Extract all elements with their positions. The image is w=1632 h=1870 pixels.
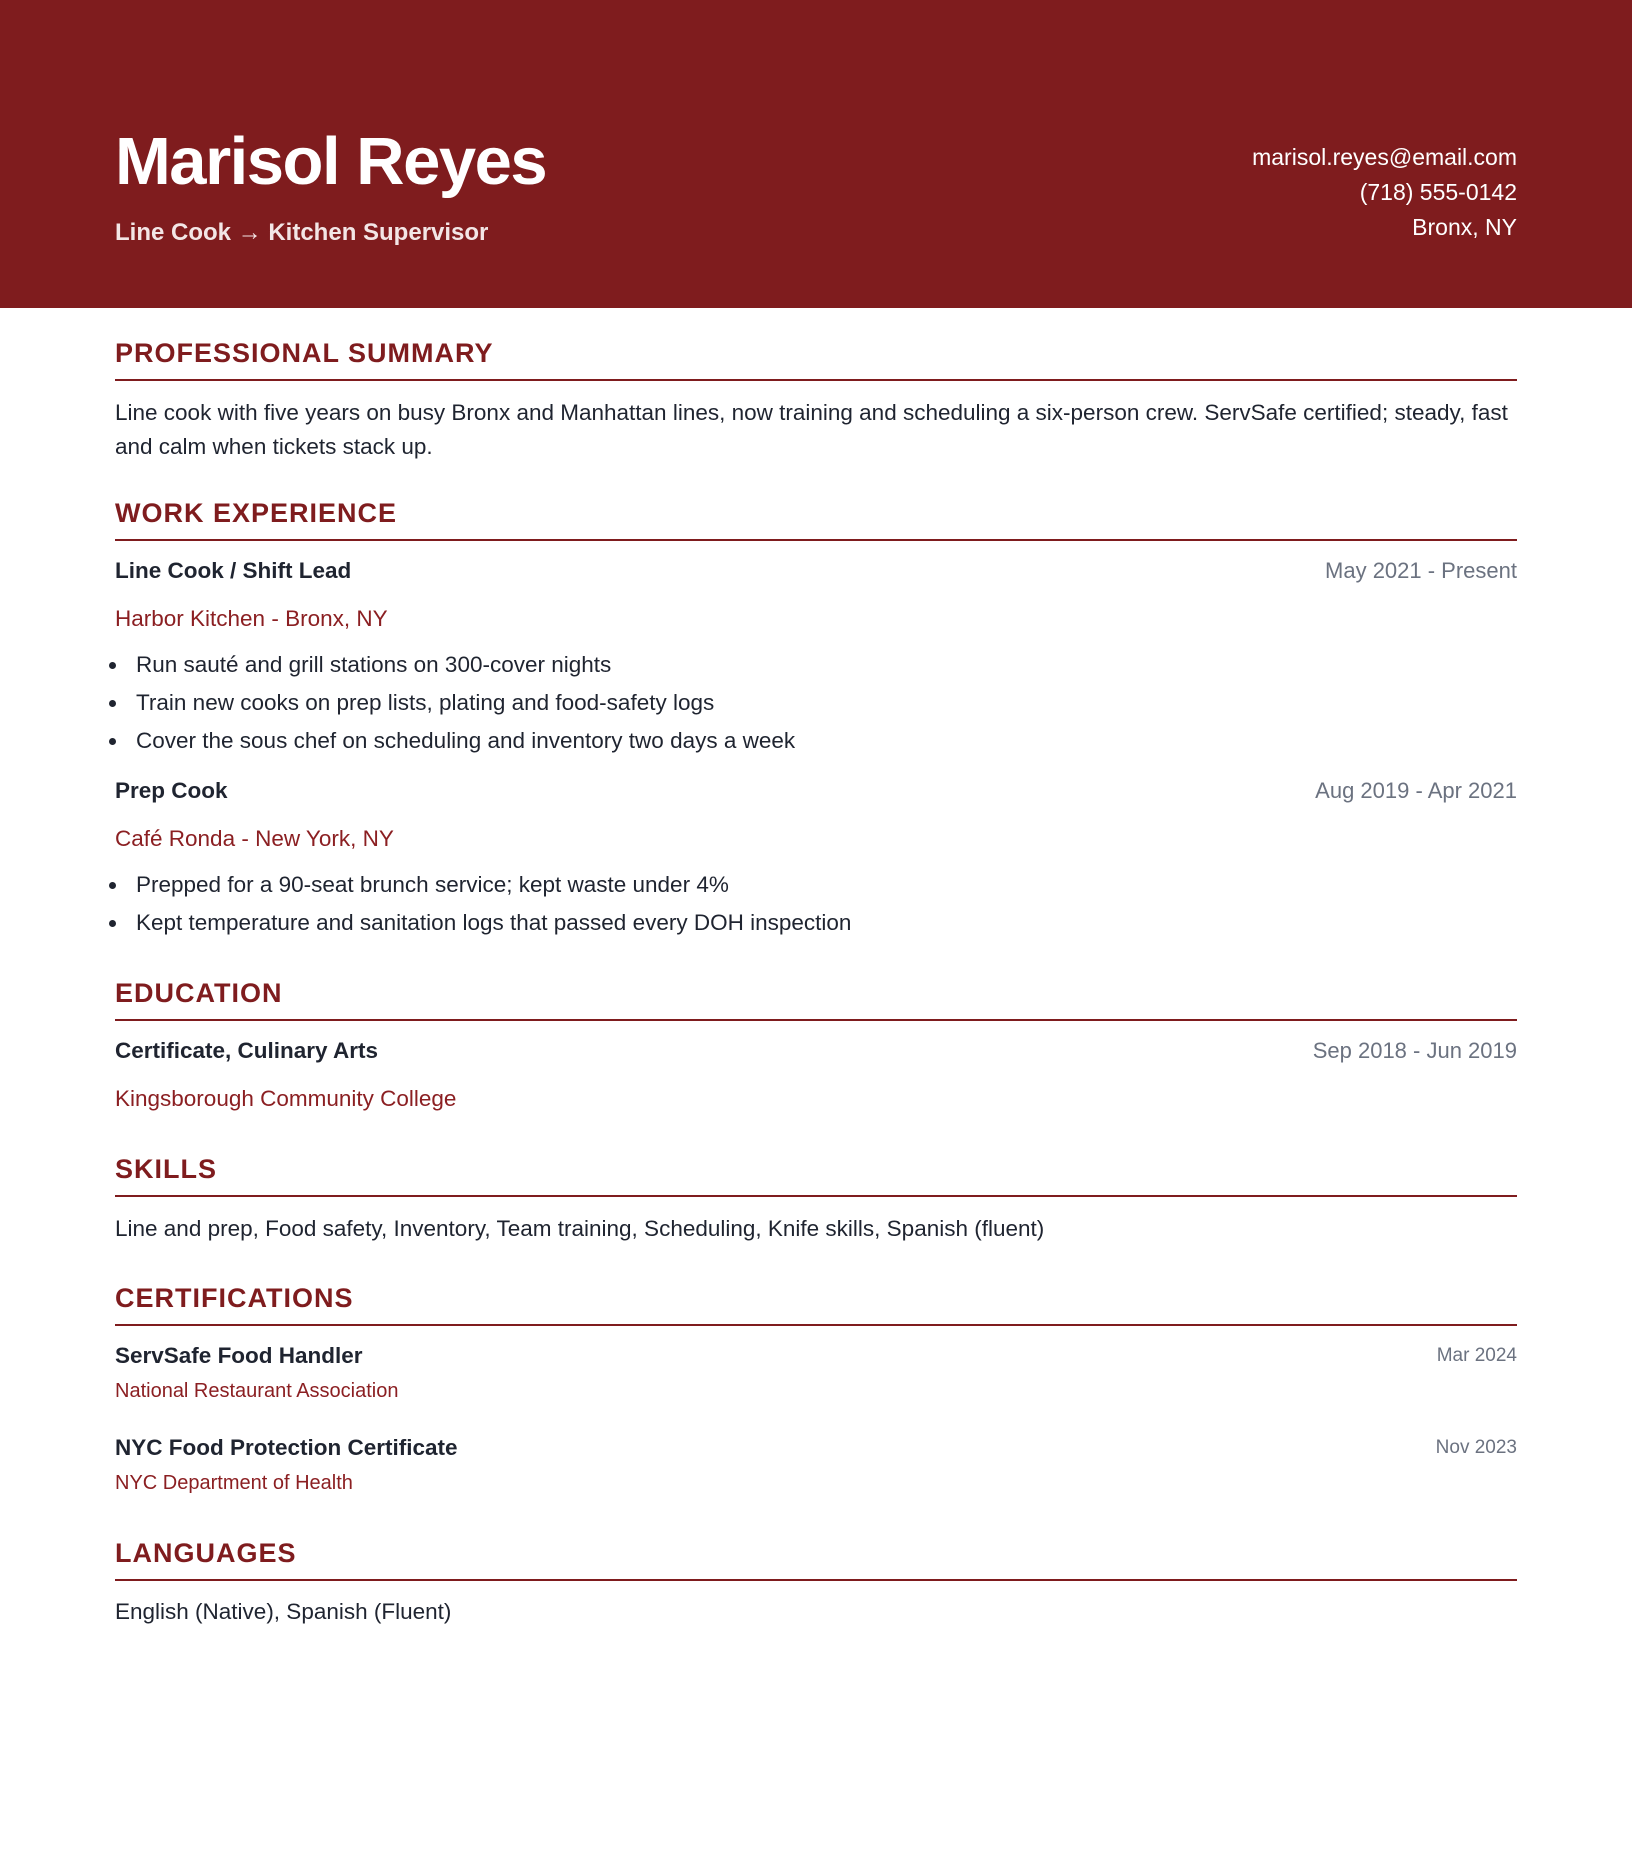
candidate-name: Marisol Reyes <box>115 124 547 199</box>
certification-name: ServSafe Food Handler <box>115 1343 363 1368</box>
certification-header <box>115 1433 1517 1463</box>
certification-date: Mar 2024 <box>1436 1345 1517 1366</box>
job-header <box>115 556 1517 586</box>
contact-email[interactable]: marisol.reyes@email.com <box>1252 144 1517 170</box>
education-dates: Sep 2018 - Jun 2019 <box>1312 1038 1517 1063</box>
section-title-summary: PROFESSIONAL SUMMARY <box>115 340 1517 381</box>
job-bullet: Prepped for a 90-seat brunch service; kept waste under 4% <box>115 866 1517 904</box>
section-title-certifications: CERTIFICATIONS <box>115 1285 1517 1326</box>
job-dates: Aug 2019 - Apr 2021 <box>1315 778 1517 803</box>
job-title: Prep Cook <box>115 778 228 803</box>
summary-text: Line cook with five years on busy Bronx and Manhattan lines, now training and scheduling a six-person crew. ServSafe certified; steady, fast and calm when tickets stack up. <box>115 400 1508 459</box>
job-bullets <box>115 646 1517 760</box>
career-headline: Line Cook → Kitchen Supervisor <box>115 219 489 246</box>
job-bullet: Cover the sous chef on scheduling and inventory two days a week <box>115 722 1517 760</box>
education-header <box>115 1036 1517 1066</box>
education-school: Kingsborough Community College <box>115 1086 457 1111</box>
section-title-skills: SKILLS <box>115 1156 1517 1197</box>
section-title-education: EDUCATION <box>115 980 1517 1021</box>
certification-issuer: NYC Department of Health <box>115 1472 353 1494</box>
job-bullet: Run sauté and grill stations on 300-cover nights <box>115 646 1517 684</box>
job-dates: May 2021 - Present <box>1325 558 1517 583</box>
contact-location: Bronx, NY <box>1412 214 1517 240</box>
resume-header <box>0 0 1632 308</box>
section-title-languages: LANGUAGES <box>115 1540 1517 1581</box>
certification-date: Nov 2023 <box>1435 1437 1517 1458</box>
contact-phone[interactable]: (718) 555-0142 <box>1359 179 1517 205</box>
education-degree: Certificate, Culinary Arts <box>115 1038 378 1063</box>
job-title: Line Cook / Shift Lead <box>115 558 352 583</box>
certification-name: NYC Food Protection Certificate <box>115 1435 458 1460</box>
job-bullets <box>115 866 1517 942</box>
job-employer: Harbor Kitchen - Bronx, NY <box>115 606 388 631</box>
contact-info <box>1252 140 1517 245</box>
certification-issuer: National Restaurant Association <box>115 1380 399 1402</box>
job-employer: Café Ronda - New York, NY <box>115 826 394 851</box>
skills-text: Line and prep, Food safety, Inventory, Team training, Scheduling, Knife skills, Spanish (fluent) <box>115 1216 1045 1241</box>
languages-text: English (Native), Spanish (Fluent) <box>115 1599 452 1624</box>
certification-header <box>115 1341 1517 1371</box>
job-bullet: Train new cooks on prep lists, plating and food-safety logs <box>115 684 1517 722</box>
job-bullet: Kept temperature and sanitation logs that passed every DOH inspection <box>115 904 1517 942</box>
section-title-experience: WORK EXPERIENCE <box>115 500 1517 541</box>
job-header <box>115 776 1517 806</box>
